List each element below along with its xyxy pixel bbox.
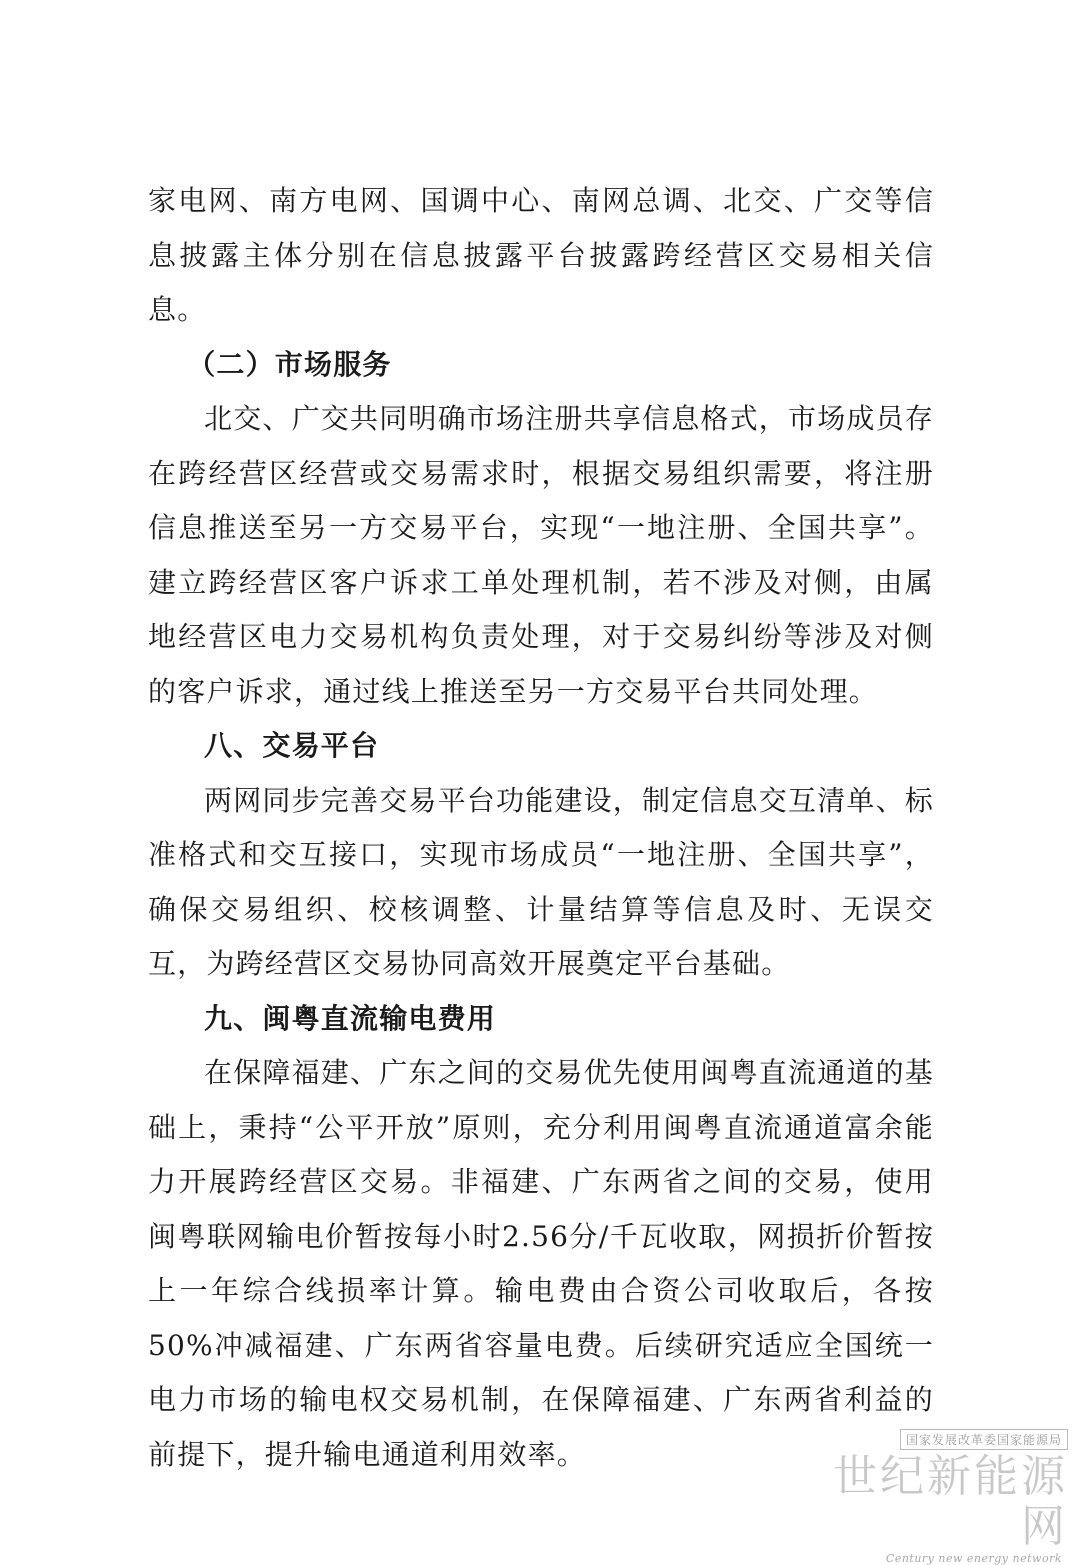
watermark-top-text: 国家发展改革委国家能源局 bbox=[900, 1429, 1068, 1450]
document-body bbox=[148, 174, 934, 1482]
paragraph-continuation: 家电网、南方电网、国调中心、南网总调、北交、广交等信息披露主体分别在信息披露平台披露跨经营区交易相关信息。 bbox=[148, 184, 934, 326]
watermark-logo-text: 世纪新能源网 bbox=[833, 1451, 1068, 1552]
watermark-english-text: Century new energy network bbox=[885, 1552, 1062, 1565]
paragraph-market-service: 北交、广交共同明确市场注册共享信息格式，市场成员存在跨经营区经营或交易需求时，根据交易组织需要，将注册信息推送至另一方交易平台，实现“一地注册、全国共享”。建立跨经营区客户诉求工单处理机制，若不涉及对侧，由属地经营区电力交易机构负责处理，对于交易纠纷等涉及对侧的客户诉求，通过线上推送至另一方交易平台共同处理。 bbox=[148, 402, 935, 708]
paragraph-trading-platform: 两网同步完善交易平台功能建设，制定信息交互清单、标准格式和交互接口，实现市场成员“一地注册、全国共享”，确保交易组织、校核调整、计量结算等信息及时、无误交互，为跨经营区交易协同高效开展奠定平台基础。 bbox=[148, 783, 935, 980]
section-heading-trading-platform: 八、交易平台 bbox=[204, 729, 380, 762]
section-subheading-market-service: （二）市场服务 bbox=[187, 347, 392, 381]
section-heading-transmission-fee: 九、闽粤直流输电费用 bbox=[204, 1001, 497, 1035]
watermark bbox=[828, 1429, 1068, 1565]
paragraph-transmission-fee: 在保障福建、广东之间的交易优先使用闽粤直流通道的基础上，秉持“公平开放”原则，充分利用闽粤直流通道富余能力开展跨经营区交易。非福建、广东两省之间的交易，使用闽粤联网输电价暂按每小时2.56分/千瓦收取，网损折价暂按上一年综合线损率计算。输电费由合资公司收取后，各按50%冲减福建、广东两省容量电费。后续研究适应全国统一电力市场的输电权交易机制，在保障福建、广东两省利益的前提下，提升输电通道利用效率。 bbox=[148, 1056, 935, 1471]
